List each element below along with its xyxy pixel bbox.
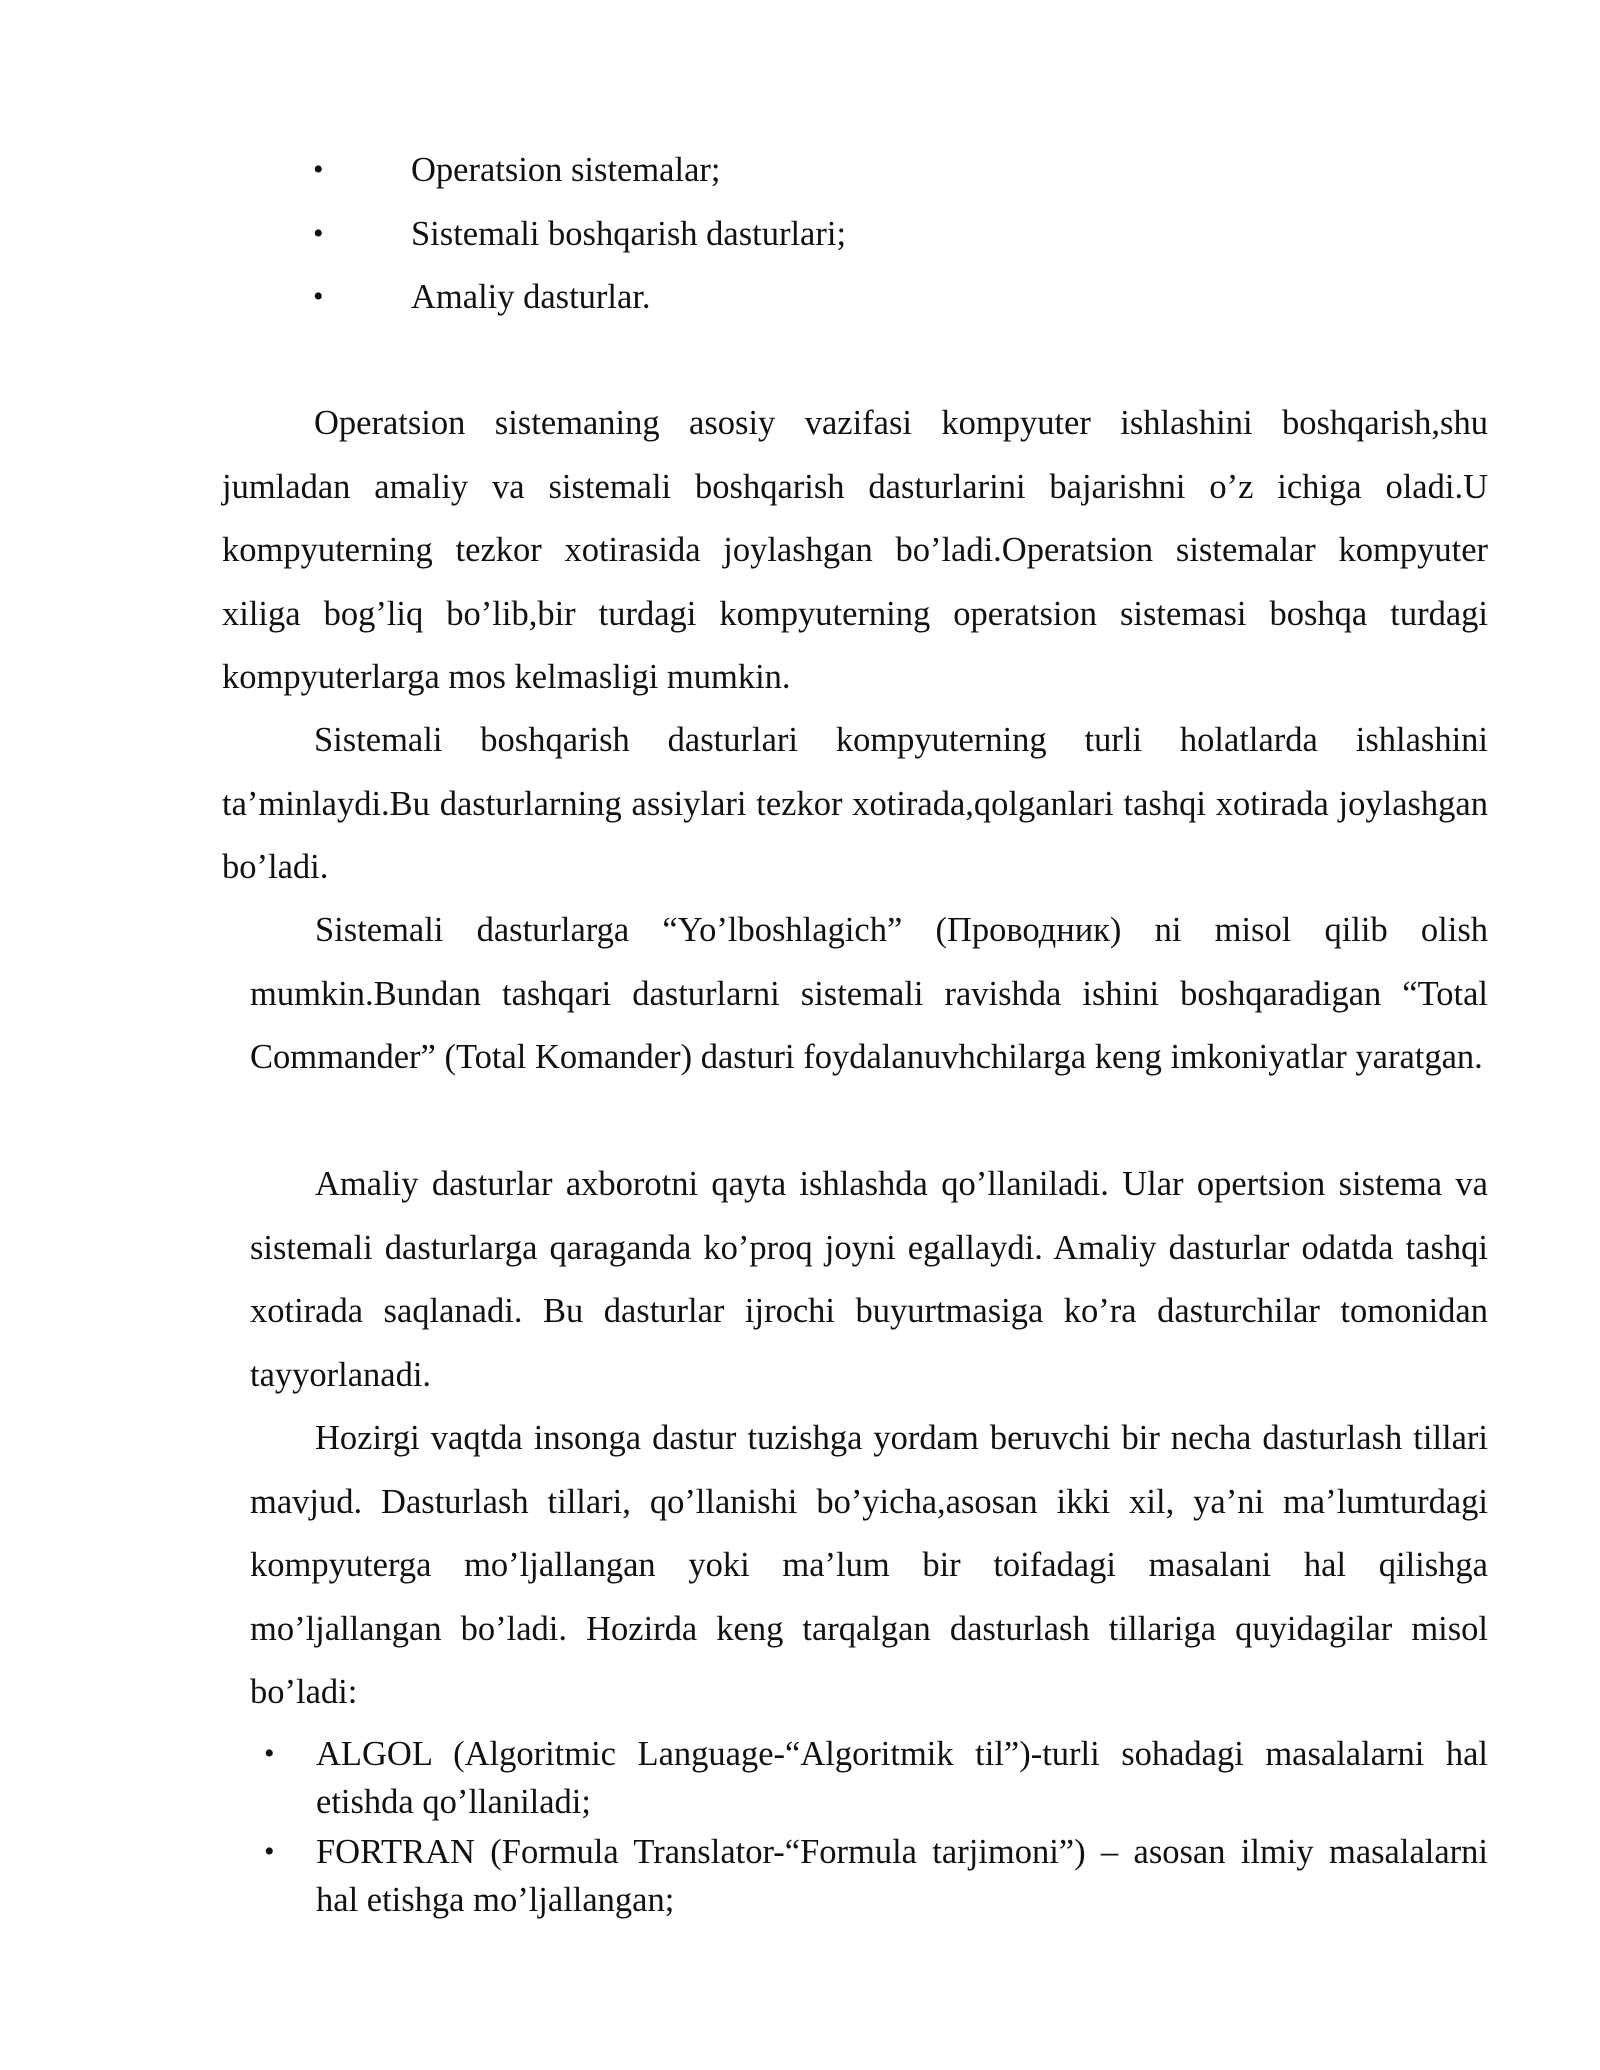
paragraph-applied-software: Amaliy dasturlar axborotni qayta ishlashda qo’llaniladi. Ular opertsion sistema va sistemali dasturlarga qaraganda ko’proq joyni egallaydi. Amaliy dasturlar odatda tashqi xotirada saqlanadi. Bu dasturlar ijrochi buyurtmasiga ko’ra dasturchilar tomonidan tayyorlanadi. [250, 1165, 1488, 1394]
bullet-icon: • [313, 216, 324, 250]
list-item [0, 1828, 1600, 1924]
paragraph-operating-systems: Operatsion sistemaning asosiy vazifasi kompyuter ishlashini boshqarish,shu jumladan amaliy va sistemali boshqarish dasturlarini bajarishni o’z ichiga oladi.U kompyuterning tezkor xotirasida joylashgan bo’ladi.Operatsion sistemalar kompyuter xiliga bog’liq bo’lib,bir turdagi kompyuterning operatsion sistemasi boshqa turdagi kompyuterlarga mos kelmasligi mumkin. [222, 404, 1488, 696]
paragraph-system-examples: Sistemali dasturlarga “Yo’lboshlagich” (Проводник) ni misol qilib olish mumkin.Bundan tashqari dasturlarni sistemali ravishda ishini boshqaradigan “Total Commander” (Total Komander) dasturi foydalanuvhchilarga keng imkoniyatlar yaratgan. [250, 911, 1488, 1076]
list-item-text: Operatsion sistemalar; [411, 151, 721, 189]
paragraph-system-management: Sistemali boshqarish dasturlari kompyuterning turli holatlarda ishlashini ta’minlaydi.Bu dasturlarning assiylari tezkor xotirada,qolganlari tashqi xotirada joylashgan bo’ladi. [222, 721, 1488, 886]
bullet-icon: • [264, 1737, 275, 1770]
list-item-text: Sistemali boshqarish dasturlari; [411, 214, 847, 253]
bullet-icon: • [313, 153, 324, 186]
bullet-icon: • [264, 1835, 275, 1868]
list-item-text: ALGOL (Algoritmic Language-“Algoritmik til”)-turli sohadagi masalalarni hal etishda qo’llaniladi; [316, 1735, 1488, 1821]
bullet-icon: • [313, 280, 324, 313]
list-item-text: FORTRAN (Formula Translator-“Formula tarjimoni”) – asosan ilmiy masalalarni hal etishga mo’ljallangan; [316, 1833, 1488, 1919]
paragraph-programming-languages: Hozirgi vaqtda insonga dastur tuzishga yordam beruvchi bir necha dasturlash tillari mavjud. Dasturlash tillari, qo’llanishi bo’yicha,asosan ikki xil, ya’ni ma’lumturdagi kompyuterga mo’ljallangan yoki ma’lum bir toifadagi masalani hal qilishga mo’ljallangan bo’ladi. Hozirda keng tarqalgan dasturlash tillariga quyidagilar misol bo’ladi: [250, 1419, 1488, 1711]
list-item-text: Amaliy dasturlar. [411, 278, 651, 316]
programming-languages-list [0, 1730, 1600, 1926]
list-item [0, 1730, 1600, 1826]
